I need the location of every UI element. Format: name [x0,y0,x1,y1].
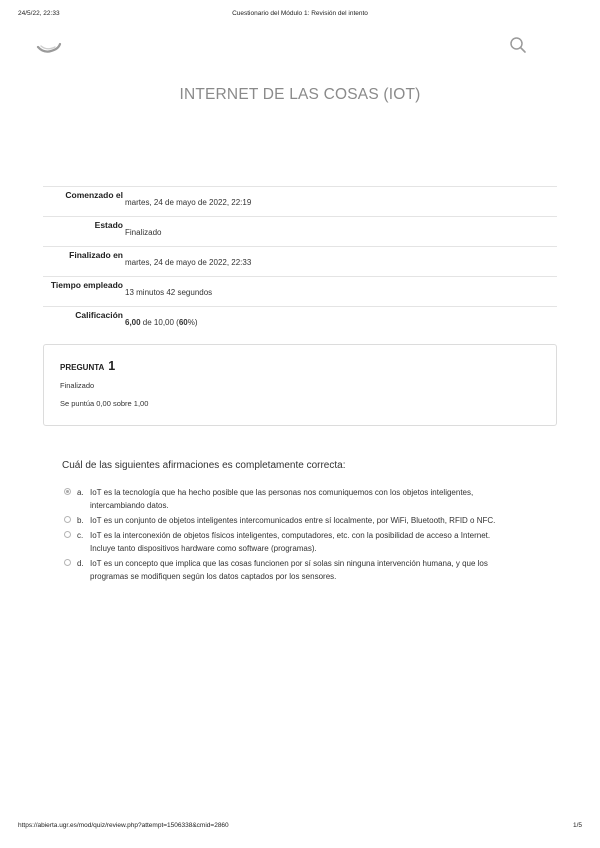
grade-mid: de 10,00 ( [140,318,179,327]
answer-d-line1: IoT es un concepto que implica que las cosas funcionen por sí solas sin ninguna intervención humana, y que los [90,559,488,568]
answer-c-line2: Incluye tanto dispositivos hardware como software (programas). [90,544,317,553]
grade-end: %) [187,318,198,327]
search-icon[interactable] [509,36,527,54]
question-state: Finalizado [60,381,95,390]
state-label: Estado [94,220,123,230]
time-value: 13 minutos 42 segundos [125,288,213,297]
question-info-box [43,344,557,426]
summary-row-grade [43,307,557,337]
finished-value: martes, 24 de mayo de 2022, 22:33 [125,258,252,267]
answer-options [64,486,534,585]
answer-a-radio[interactable] [64,488,71,495]
question-label: PREGUNTA [60,363,104,372]
answer-c-radio[interactable] [64,531,71,538]
attempt-summary-table [43,186,557,337]
print-header [18,10,582,22]
finished-label: Finalizado en [69,250,123,260]
answer-a-line2: intercambiando datos. [90,501,169,510]
question-grade: Se puntúa 0,00 sobre 1,00 [60,399,149,408]
answer-option-a[interactable] [64,486,534,512]
answer-option-d[interactable] [64,557,534,583]
answer-a-line1: IoT es la tecnología que ha hecho posible que las personas nos comuniquemos con los objetos inteligentes, [90,488,474,497]
swoosh-logo-icon[interactable] [36,38,62,56]
answer-b-letter: b. [77,516,84,525]
print-title: Cuestionario del Módulo 1: Revisión del intento [232,10,368,17]
print-date: 24/5/22, 22:33 [18,10,60,17]
answer-b-radio[interactable] [64,516,71,523]
answer-d-radio[interactable] [64,559,71,566]
time-label: Tiempo empleado [50,280,123,290]
question-text: Cuál de las siguientes afirmaciones es completamente correcta: [62,460,346,471]
answer-option-c[interactable] [64,529,534,555]
course-title: INTERNET DE LAS COSAS (IOT) [179,86,421,103]
answer-c-letter: c. [77,531,84,540]
started-label: Comenzado el [65,190,123,200]
question-number [60,359,115,373]
grade-percent: 60 [178,318,188,327]
grade-score: 6,00 [125,318,141,327]
summary-row-state [43,217,557,247]
answer-b-line1: IoT es un conjunto de objetos inteligentes intercomunicados entre sí localmente, por WiFi, Bluetooth, RFID o NFC. [90,516,496,525]
summary-row-started [43,187,557,217]
answer-c-line1: IoT es la interconexión de objetos físicos inteligentes, computadores, etc. con la posibilidad de acceso a Internet. [90,531,491,540]
grade-value [125,318,198,327]
print-footer [18,822,582,834]
print-page-number: 1/5 [572,822,582,829]
question-number-value: 1 [108,359,116,373]
summary-row-finished [43,247,557,277]
summary-row-time [43,277,557,307]
grade-label: Calificación [75,310,123,320]
answer-d-line2: programas se modifiquen según los datos captados por los sensores. [90,572,337,581]
answer-d-letter: d. [77,559,84,568]
state-value: Finalizado [125,228,162,237]
answer-a-letter: a. [77,488,84,497]
print-url: https://abierta.ugr.es/mod/quiz/review.php?attempt=1506338&cmid=2860 [18,822,229,829]
started-value: martes, 24 de mayo de 2022, 22:19 [125,198,252,207]
answer-option-b[interactable] [64,514,534,527]
